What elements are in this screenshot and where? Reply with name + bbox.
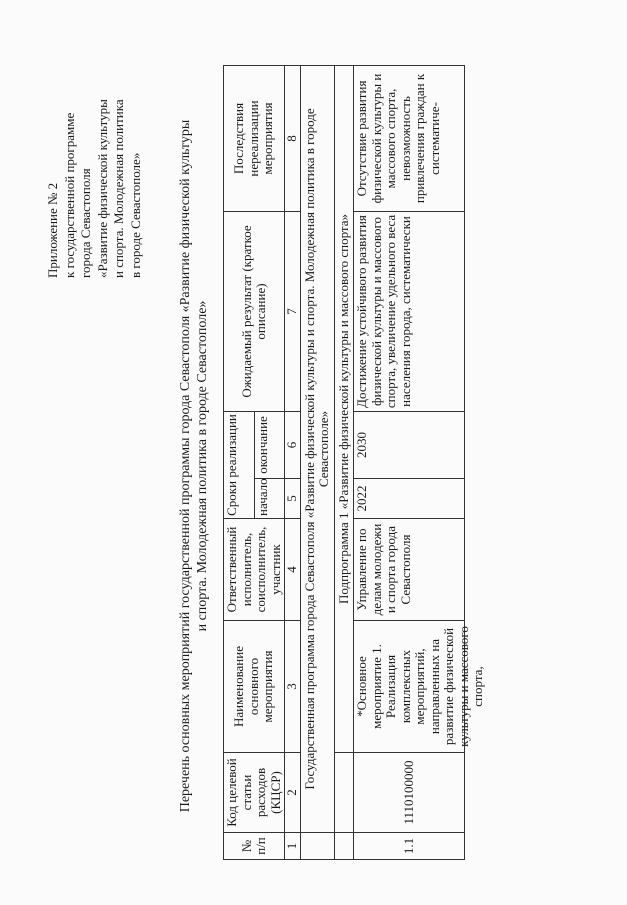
index-cell: 5	[284, 478, 300, 518]
header-name: Наименование основного мероприятия	[223, 620, 284, 752]
header-start: начало	[254, 478, 285, 518]
rotated-content	[39, 20, 589, 886]
header-num: № п/п	[223, 832, 284, 859]
header-executor: Ответственный исполнитель, соисполнитель, участник	[223, 518, 284, 620]
table-row	[353, 65, 464, 859]
index-cell: 4	[284, 518, 300, 620]
header-consequences: Последствия нереализации мероприятия	[223, 65, 284, 211]
measures-table	[223, 64, 485, 859]
index-cell: 6	[284, 411, 300, 478]
appendix-line: города Севастополя	[77, 167, 93, 278]
appendix-line: Приложение № 2	[44, 182, 60, 278]
appendix-line: в городе Севастополе»	[127, 152, 142, 278]
index-row	[284, 65, 300, 859]
index-cell: 2	[284, 752, 300, 832]
row-name-cell	[353, 620, 485, 752]
row-end: 2030	[353, 411, 464, 478]
row-result: Достижение устойчивого развития физической культуры и массового спорта, увеличение удельного веса населения города, систематически	[353, 214, 412, 408]
header-code: Код целевой статьи расходов (КЦСР)	[223, 752, 284, 832]
index-cell: 7	[284, 211, 300, 411]
row-consequences-cell	[353, 65, 464, 211]
header-end: окончание	[254, 411, 285, 478]
appendix-line: к государственной программе	[61, 112, 76, 278]
row-code: 1110100000	[353, 752, 464, 832]
row-name: *Основное мероприятие 1. Реализация комплексных мероприятий, направленных на развитие физической культуры и массового спорта,	[353, 625, 485, 747]
appendix-note	[45, 18, 144, 278]
row-num: 1.1	[353, 832, 464, 859]
document-title	[177, 71, 211, 861]
header-result: Ожидаемый результат (краткое описание)	[223, 211, 284, 411]
subprogram-row: Подпрограмма 1 «Развитие физической культуры и массового спорта»	[334, 65, 354, 752]
appendix-line: «Развитие физической культуры	[94, 98, 109, 278]
index-cell: 3	[284, 620, 300, 752]
title-line-2: и спорта. Молодежная политика в городе Севастополе»	[194, 300, 210, 631]
index-cell: 8	[284, 65, 300, 211]
title-line-1: Перечень основных мероприятий государственной программы города Севастополя «Развитие физической культуры	[177, 119, 193, 812]
row-executor: Управление по делам молодежи и спорта города Севастополя	[353, 518, 464, 620]
row-consequences: Отсутствие развития физической культуры и массового спорта, невозможность привлечения граждан к систематиче-	[353, 73, 441, 203]
header-terms: Сроки реализации	[223, 411, 254, 518]
row-result-cell	[353, 211, 464, 411]
appendix-line: и спорта. Молодежная политика	[110, 98, 126, 278]
index-cell: 1	[284, 832, 300, 859]
row-start: 2022	[353, 478, 464, 518]
program-row: Государственная программа города Севастополя «Развитие физической культуры и спорта. Молодежная политика в городе Севастополе»	[300, 65, 334, 832]
